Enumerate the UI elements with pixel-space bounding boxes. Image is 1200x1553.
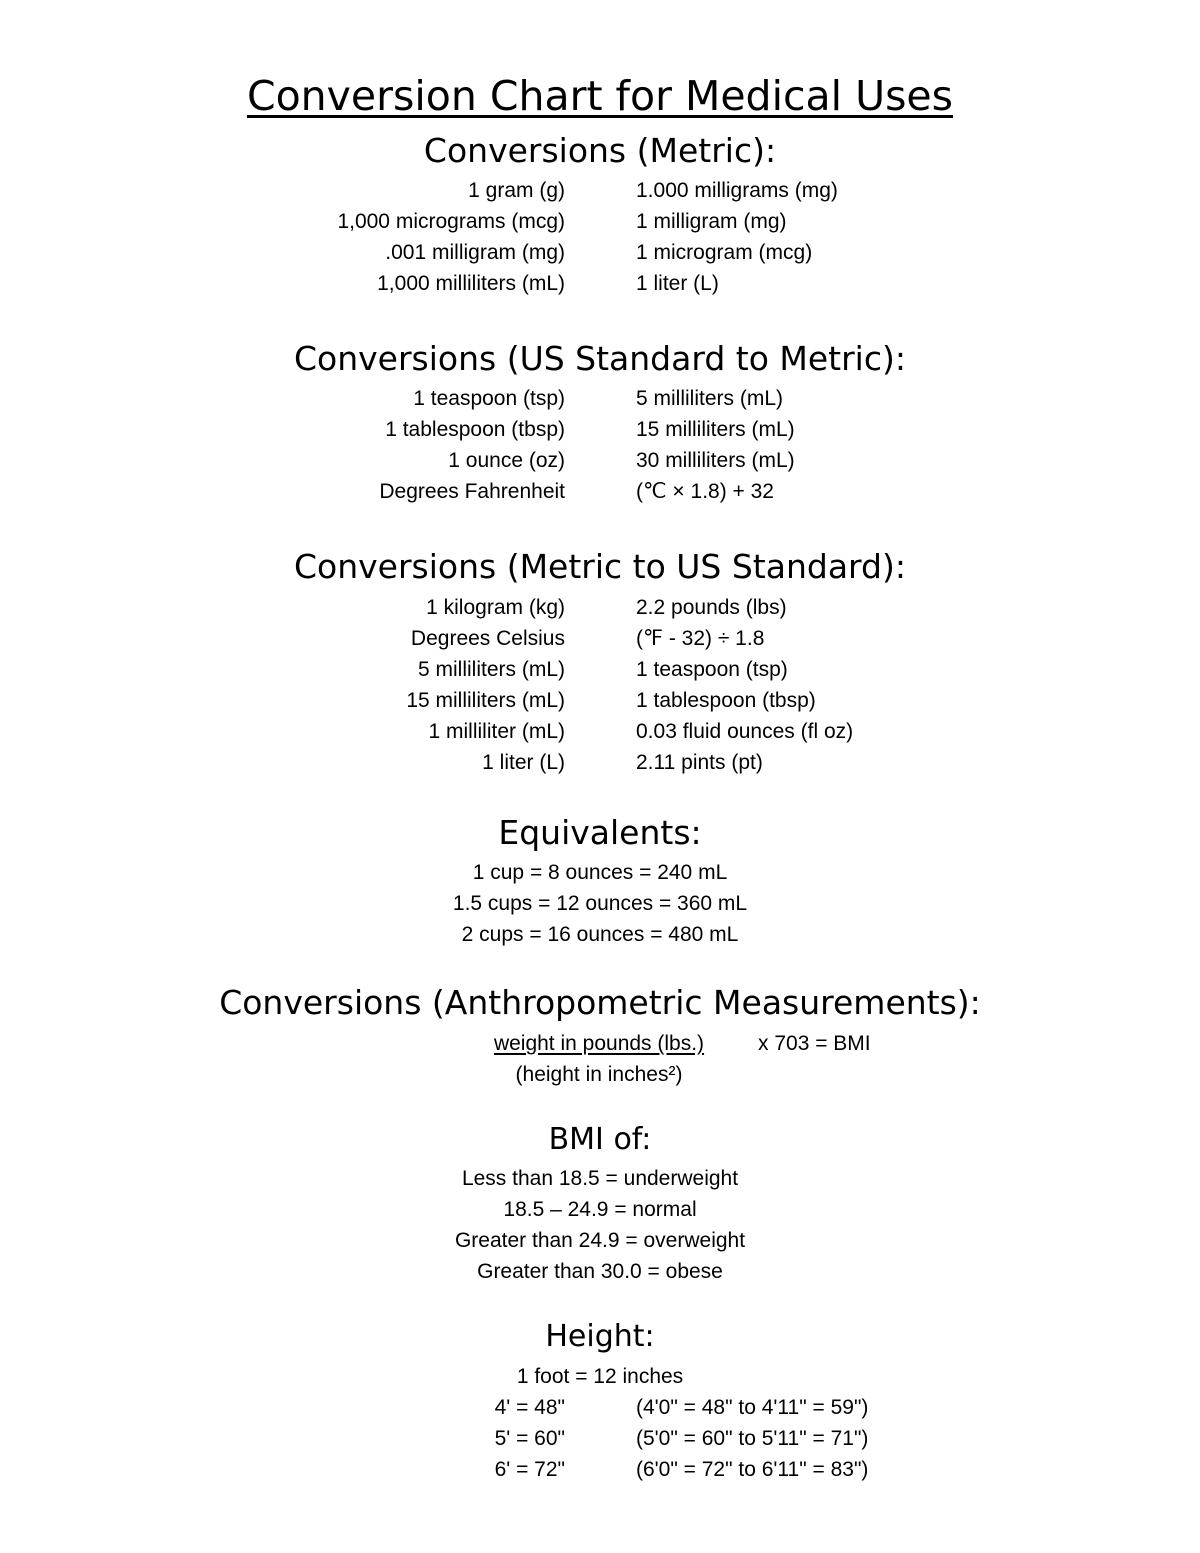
bmi-heading: BMI of: [548,1122,652,1157]
height-row-right: (5'0" = 60" to 5'11" = 71") [636,1427,869,1450]
anthropometric-heading: Conversions (Anthropometric Measurements): [219,983,981,1022]
height-row-left: 6' = 72" [494,1458,565,1481]
metric-row-left: 1,000 micrograms (mcg) [337,210,565,233]
us-to-metric-row-left: 1 tablespoon (tbsp) [385,418,565,441]
metric-to-us-row-right: 2.2 pounds (lbs) [636,596,787,619]
bmi-line: Less than 18.5 = underweight [461,1167,739,1190]
metric-to-us-row-right: 1 teaspoon (tsp) [636,658,788,681]
bmi-line: Greater than 24.9 = overweight [454,1229,746,1252]
us-to-metric-row-right: 5 milliliters (mL) [636,387,783,410]
metric-to-us-heading: Conversions (Metric to US Standard): [294,547,906,586]
metric-to-us-row-left: 5 milliliters (mL) [418,658,565,681]
metric-row-right: 1 milligram (mg) [636,210,787,233]
equivalent-line: 1.5 cups = 12 ounces = 360 mL [452,892,748,915]
height-row-left: 4' = 48" [494,1396,565,1419]
metric-heading: Conversions (Metric): [423,131,777,170]
metric-row-left: 1 gram (g) [468,179,565,202]
metric-to-us-row-right: 1 tablespoon (tbsp) [636,689,816,712]
metric-row-left: .001 milligram (mg) [385,241,565,264]
us-to-metric-row-right: 15 milliliters (mL) [636,418,795,441]
us-to-metric-row-left: 1 ounce (oz) [448,449,565,472]
us-to-metric-row-left: Degrees Fahrenheit [379,480,565,503]
metric-to-us-row-right: 2.11 pints (pt) [636,751,763,774]
bmi-line: Greater than 30.0 = obese [477,1260,723,1283]
height-heading: Height: [545,1319,655,1354]
metric-to-us-row-left: 1 liter (L) [482,751,565,774]
equivalents-heading: Equivalents: [498,813,702,852]
us-to-metric-row-right: (℃ × 1.8) + 32 [636,480,774,503]
metric-to-us-row-left: 15 milliliters (mL) [406,689,565,712]
us-to-metric-heading: Conversions (US Standard to Metric): [294,339,906,378]
metric-to-us-row-left: Degrees Celsius [410,627,565,650]
height-row-right: (6'0" = 72" to 6'11" = 83") [636,1458,869,1481]
page-title: Conversion Chart for Medical Uses [246,72,954,120]
us-to-metric-row-right: 30 milliliters (mL) [636,449,795,472]
metric-row-right: 1 liter (L) [636,272,719,295]
equivalent-line: 2 cups = 16 ounces = 480 mL [461,923,739,946]
bmi-formula-denominator: (height in inches²) [515,1063,683,1086]
metric-to-us-row-left: 1 kilogram (kg) [426,596,565,619]
bmi-line: 18.5 – 24.9 = normal [503,1198,697,1221]
metric-row-left: 1,000 milliliters (mL) [377,272,565,295]
metric-row-right: 1 microgram (mcg) [636,241,813,264]
height-row-right: (4'0" = 48" to 4'11" = 59") [636,1396,869,1419]
equivalent-line: 1 cup = 8 ounces = 240 mL [472,861,728,884]
metric-to-us-row-right: (℉ - 32) ÷ 1.8 [636,627,765,650]
height-intro: 1 foot = 12 inches [516,1365,684,1388]
metric-row-right: 1.000 milligrams (mg) [636,179,838,202]
us-to-metric-row-left: 1 teaspoon (tsp) [413,387,565,410]
bmi-formula-multiplier: x 703 = BMI [758,1032,871,1055]
height-row-left: 5' = 60" [494,1427,565,1450]
metric-to-us-row-left: 1 milliliter (mL) [428,720,565,743]
metric-to-us-row-right: 0.03 fluid ounces (fl oz) [636,720,854,743]
bmi-formula-numerator: weight in pounds (lbs.) [493,1032,705,1055]
